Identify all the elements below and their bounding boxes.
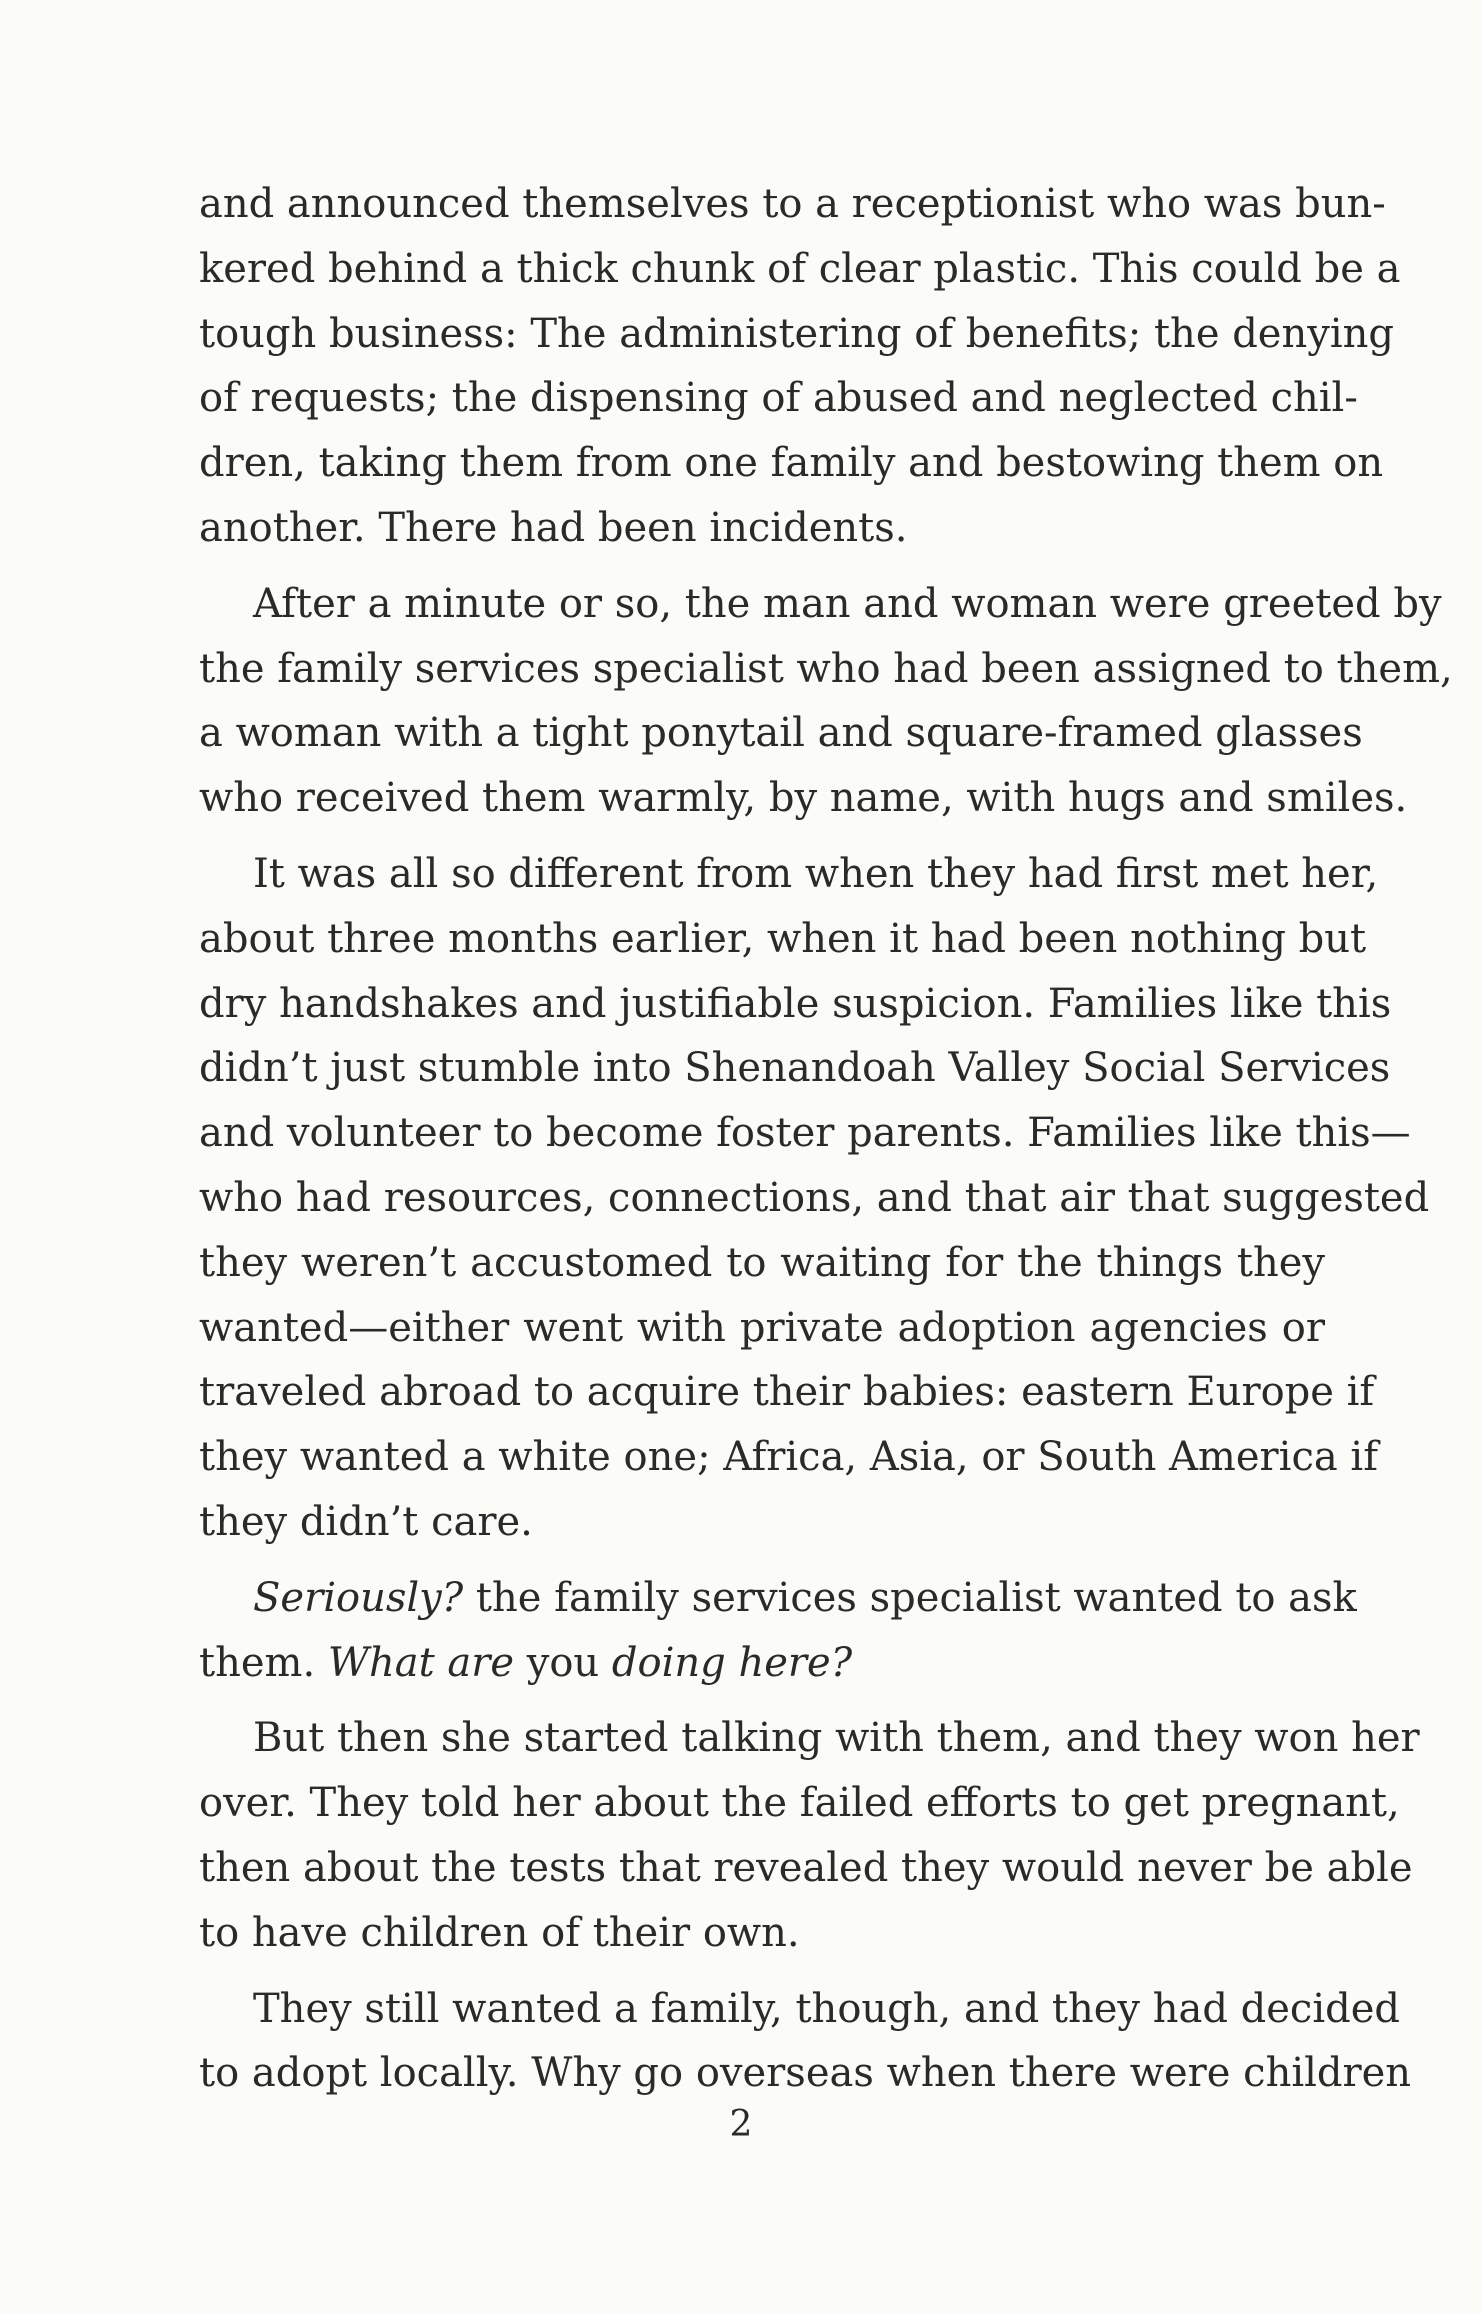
paragraph-6 [199, 1977, 1412, 2107]
text-line: dren, taking them from one family and bestowing them on [199, 440, 1384, 487]
text-line: After a minute or so, the man and woman were greeted by [253, 580, 1442, 627]
text-line: tough business: The administering of benefits; the denying [199, 310, 1394, 357]
text-line: to adopt locally. Why go overseas when there were children [199, 2050, 1412, 2097]
text-line: another. There had been incidents. [199, 504, 908, 551]
text-line: about three months earlier, when it had been nothing but [199, 915, 1367, 962]
text-line: they weren’t accustomed to waiting for the things they [199, 1239, 1325, 1286]
text-line: and volunteer to become foster parents. Families like this— [199, 1110, 1411, 1157]
body-text [199, 172, 1453, 2117]
text-line: of requests; the dispensing of abused and neglected chil- [199, 375, 1358, 422]
italic-text: Seriously? [253, 1574, 464, 1621]
text-line: who had resources, connections, and that air that suggested [199, 1174, 1430, 1221]
text-line: wanted—either went with private adoption agencies or [199, 1304, 1325, 1351]
text-line: They still wanted a family, though, and they had decided [253, 1985, 1400, 2032]
text-line: traveled abroad to acquire their babies: eastern Europe if [199, 1369, 1375, 1416]
text-line [199, 1631, 1325, 1696]
paragraph-4 [199, 1566, 1357, 1696]
page-number: 2 [729, 2104, 753, 2145]
text-line [199, 1566, 1357, 1631]
text-run: the family services specialist wanted to ask [463, 1574, 1357, 1621]
paragraph-1 [199, 172, 1401, 561]
text-line: But then she started talking with them, and they won her [253, 1715, 1420, 1762]
text-run: you [514, 1639, 612, 1686]
text-line: who received them warmly, by name, with hugs and smiles. [199, 775, 1408, 822]
paragraph-3 [199, 842, 1430, 1555]
italic-text: doing here? [611, 1639, 853, 1686]
paragraph-2 [199, 572, 1453, 831]
text-line: didn’t just stumble into Shenandoah Valley Social Services [199, 1045, 1391, 1092]
text-line: and announced themselves to a receptionist who was bun- [199, 181, 1386, 227]
italic-text: What are [327, 1639, 515, 1686]
text-line: they didn’t care. [199, 1498, 533, 1545]
text-line: kered behind a thick chunk of clear plastic. This could be a [199, 245, 1401, 292]
text-line: It was all so different from when they had first met her, [253, 850, 1379, 897]
text-line: then about the tests that revealed they would never be able [199, 1844, 1413, 1891]
text-line: they wanted a white one; Africa, Asia, or South America if [199, 1434, 1379, 1481]
text-line: to have children of their own. [199, 1909, 800, 1956]
paragraph-5 [199, 1706, 1420, 1965]
text-line: the family services specialist who had been assigned to them, [199, 645, 1453, 692]
text-line: over. They told her about the failed efforts to get pregnant, [199, 1780, 1400, 1827]
text-run: them. [199, 1639, 328, 1686]
text-line: dry handshakes and justifiable suspicion. Families like this [199, 980, 1392, 1027]
text-line: a woman with a tight ponytail and square-framed glasses [199, 710, 1363, 757]
